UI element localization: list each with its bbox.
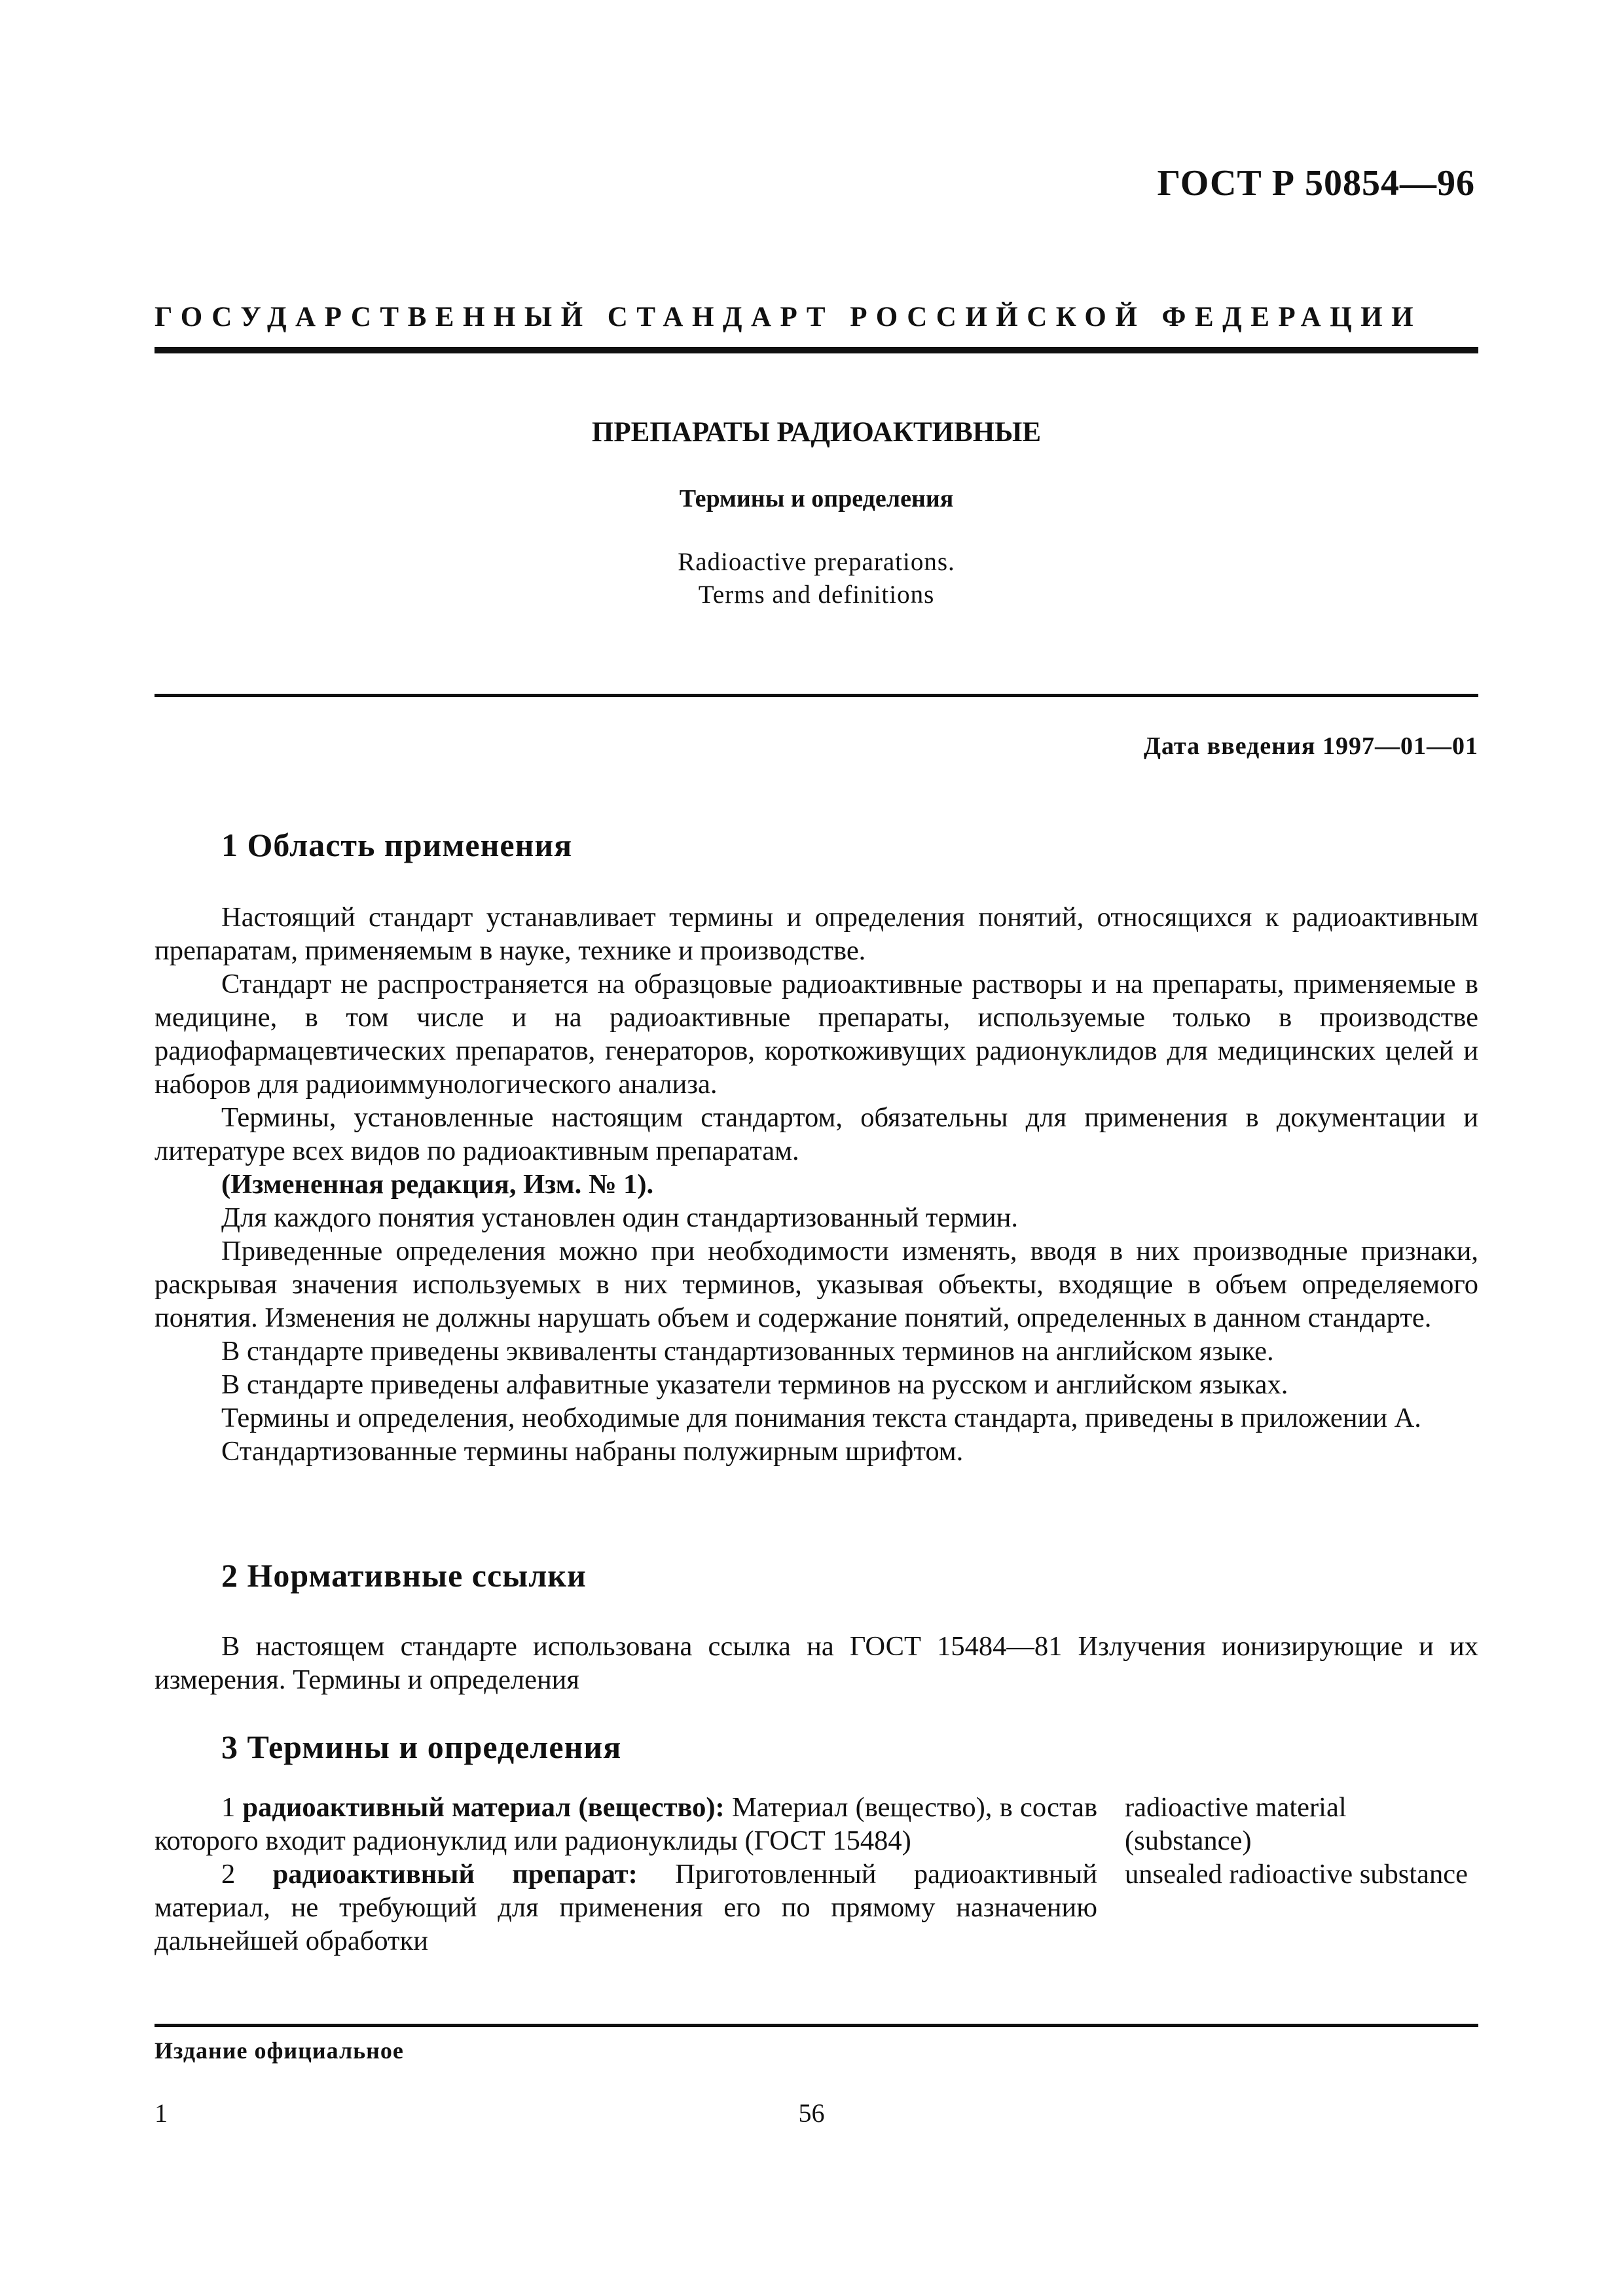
paragraph: В настоящем стандарте использована ссылка на ГОСТ 15484—81 Излучения ионизирующие и их измерения. Термины и определения [155,1631,1478,1695]
term-entry [155,1857,1478,1958]
term-english-line: radioactive material [1125,1792,1347,1823]
term-definition [155,1857,1097,1958]
english-title [155,546,1478,611]
section-1-heading: 1 Область применения [221,827,573,863]
paragraph: Стандартизованные термины набраны полужирным шрифтом. [221,1436,964,1467]
paragraph: В стандарте приведены эквиваленты стандартизованных терминов на английском языке. [221,1336,1274,1367]
term-english-equivalent [1125,1857,1478,1958]
terms-list [155,1791,1478,1958]
title-divider [155,694,1478,697]
introduction-date: Дата введения 1997—01—01 [1143,732,1478,760]
term-entry [155,1791,1478,1857]
term-name: радиоактивный материал (вещество): [242,1792,725,1823]
term-text: Материал (вещество), в состав которого входит радионуклид или радионуклиды (ГОСТ 15484) [155,1792,1098,1856]
paragraph: В стандарте приведены алфавитные указатели терминов на русском и английском языках. [221,1369,1288,1400]
paragraph: Термины, установленные настоящим стандартом, обязательны для применения в документации и литературе всех видов по радиоактивным препаратам. [155,1102,1478,1166]
paragraph: Настоящий стандарт устанавливает термины и определения понятий, относящихся к радиоактивным препаратам, применяемым в науке, технике и производстве. [155,902,1478,966]
page-number: 56 [798,2098,825,2128]
english-title-line-2: Terms and definitions [698,581,935,609]
section-2-heading: 2 Нормативные ссылки [221,1557,587,1594]
paragraph: Термины и определения, необходимые для понимания текста стандарта, приведены в приложении А. [221,1403,1421,1433]
footer-divider [155,2024,1478,2027]
section-3-heading: 3 Термины и определения [221,1729,622,1765]
paragraph: Приведенные определения можно при необходимости изменять, вводя в них производные признаки, раскрывая значения используемых в них терминов, указывая объекты, входящие в объем определяемого понятия. Изменения не должны нарушать объем и содержание понятий, определенных в данном стандарте. [155,1236,1478,1333]
document-subtitle: Термины и определения [679,485,954,512]
document-title: ПРЕПАРАТЫ РАДИОАКТИВНЫЕ [591,417,1042,448]
gost-number: ГОСТ Р 50854—96 [1157,163,1475,204]
term-number: 1 [221,1792,236,1823]
term-definition [155,1791,1097,1857]
term-text: Приготовленный радиоактивный материал, не требующий для применения его по прямому назначению дальнейшей обработки [155,1859,1097,1956]
term-english-line: (substance) [1125,1825,1252,1856]
term-name: радиоактивный препарат: [272,1859,638,1890]
official-edition-label: Издание официальное [155,2037,404,2064]
paragraph: Для каждого понятия установлен один стандартизованный термин. [221,1202,1018,1233]
paragraph: Стандарт не распространяется на образцовые радиоактивные растворы и на препараты, применяемые в медицине, в том числе и на радиоактивные препараты, используемые только в производстве радиофармацевтических препаратов, генераторов, короткоживущих радионуклидов для медицинских целей и наборов для радиоиммунологического анализа. [155,969,1478,1100]
term-english-line: unsealed radioactive substance [1125,1859,1468,1890]
amendment-note: (Измененная редакция, Изм. № 1). [221,1169,654,1200]
section-1-body [155,901,1478,1468]
term-number: 2 [221,1859,236,1890]
state-standard-banner: ГОСУДАРСТВЕННЫЙ СТАНДАРТ РОССИЙСКОЙ ФЕДЕРАЦИИ [155,302,1423,332]
section-2-body [155,1630,1478,1696]
term-english-equivalent [1125,1791,1478,1857]
footer-left-number: 1 [155,2098,168,2128]
header-divider [155,347,1478,353]
english-title-line-1: Radioactive preparations. [678,548,955,576]
